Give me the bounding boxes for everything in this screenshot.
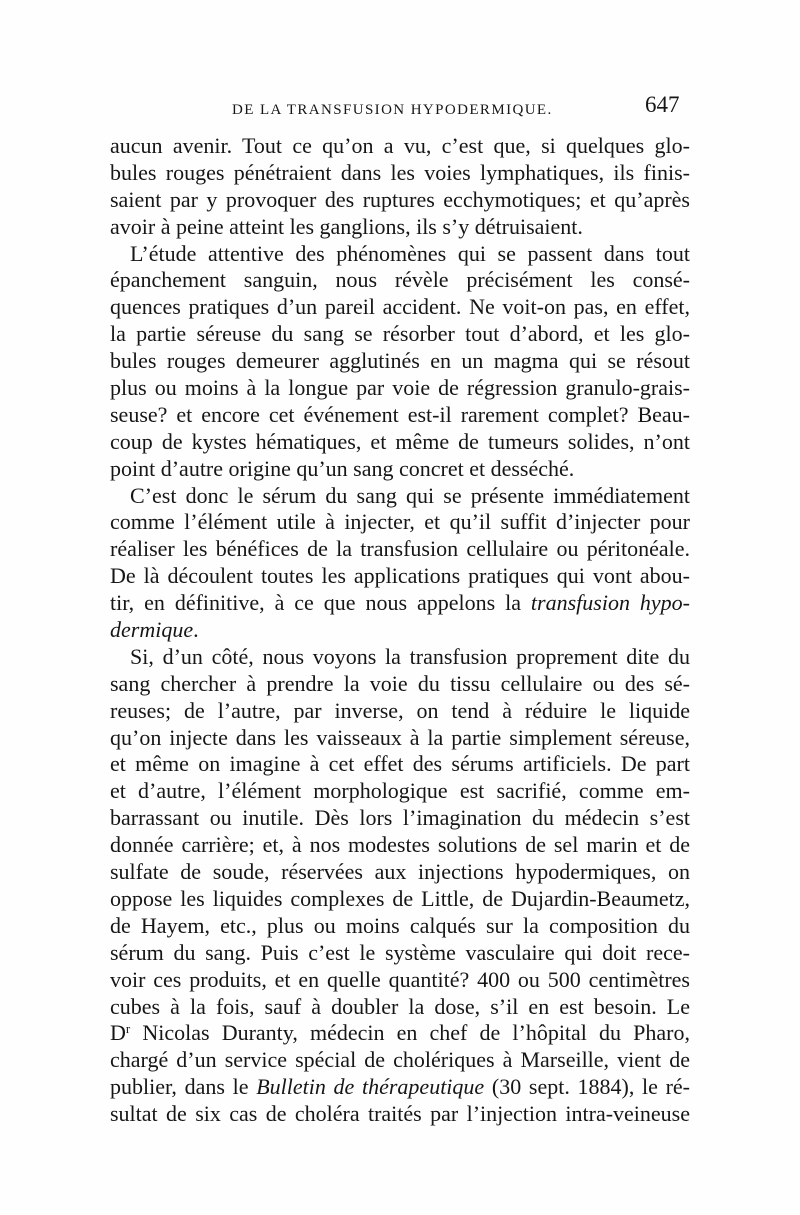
text-line: C’est donc le sérum du sang qui se présente immédiatement [130,482,690,508]
line-text: (30 sept. 1884), le ré- [484,1074,690,1100]
line-text: D [110,1020,126,1046]
text-line: sérum du sang. Puis c’est le système vasculaire qui doit rece- [110,939,690,965]
text-line: reuses; de l’autre, par inverse, on tend à réduire le liquide [110,697,690,723]
line-text: tir, en définitive, à ce que nous appelons la [110,590,531,616]
text-line [110,1020,690,1047]
line-text: . [193,617,199,643]
text-line [110,1074,690,1101]
text-line: donnée carrière; et, à nos modestes solutions de sel marin et de [110,832,690,858]
text-line: oppose les liquides complexes de Little, de Dujardin-Beaumetz, [110,885,690,911]
text-line: épanchement sanguin, nous révèle précisément les consé- [110,267,690,293]
text-line: saient par y provoquer des ruptures ecchymotiques; et qu’après [110,186,690,212]
text-line [110,590,690,617]
text-line: seuse? et encore cet événement est-il rarement complet? Beau- [110,401,690,427]
text-line: sultat de six cas de choléra traités par l’injection intra-veineuse [110,1101,690,1127]
text-line: réaliser les bénéfices de la transfusion cellulaire ou péritonéale. [110,536,690,562]
text-line: sulfate de soude, réservées aux injections hypodermiques, on [110,859,690,885]
text-line: bules rouges demeurer agglutinés en un magma qui se résout [110,348,690,374]
text-line: bules rouges pénétraient dans les voies lymphatiques, ils finis- [110,159,690,185]
text-line: quences pratiques d’un pareil accident. Ne voit-on pas, en effet, [110,294,690,320]
paragraph [110,133,690,241]
paragraph [110,644,690,1128]
text-line: L’étude attentive des phénomènes qui se passent dans tout [130,240,690,266]
text-line: de Hayem, etc., plus ou moins calqués sur la composition du [110,912,690,938]
page-number: 647 [645,92,680,117]
line-text: Nicolas Duranty, médecin en chef de l’hôpital du Pharo, [130,1020,690,1046]
italic-term: dermique [110,617,194,643]
text-line: comme l’élément utile à injecter, et qu’il suffit d’injecter pour [110,509,690,535]
text-line: la partie séreuse du sang se résorber tout d’abord, et les glo- [110,321,690,347]
text-line [110,617,690,644]
superscript-text: r [125,1021,131,1037]
text-line: aucun avenir. Tout ce qu’on a vu, c’est que, si quelques glo- [110,133,690,158]
running-title: DE LA TRANSFUSION HYPODERMIQUE. [232,102,553,118]
italic-term: transfusion hypo- [530,590,690,616]
text-line: qu’on injecte dans les vaisseaux à la partie simplement séreuse, [110,724,690,750]
text-line: point d’autre origine qu’un sang concret et desséché. [110,455,575,481]
text-line: plus ou moins à la longue par voie de régression granulo-grais- [110,375,690,401]
text-line: Si, d’un côté, nous voyons la transfusion proprement dite du [130,643,690,669]
text-line: barrassant ou inutile. Dès lors l’imagination du médecin s’est [110,805,690,831]
line-text: publier, dans le [110,1074,257,1100]
body-text [110,133,690,1128]
text-line: sang chercher à prendre la voie du tissu cellulaire ou des sé- [110,670,690,696]
italic-term: Bulletin de thérapeutique [256,1074,485,1100]
text-line: coup de kystes hématiques, et même de tumeurs solides, n’ont [110,428,690,454]
text-line: cubes à la fois, sauf à doubler la dose, s’il en est besoin. Le [110,993,690,1019]
paragraph [110,483,690,644]
text-line: De là découlent toutes les applications pratiques qui vont abou- [110,563,690,589]
text-line: chargé d’un service spécial de cholériques à Marseille, vient de [110,1047,690,1073]
text-line: voir ces produits, et en quelle quantité? 400 ou 500 centimètres [110,966,690,992]
text-line: et même on imagine à cet effet des sérums artificiels. De part [110,751,690,777]
text-line: et d’autre, l’élément morphologique est sacrifié, comme em- [110,778,690,804]
text-line: avoir à peine atteint les ganglions, ils s’y détruisaient. [110,213,583,239]
paragraph [110,241,690,483]
